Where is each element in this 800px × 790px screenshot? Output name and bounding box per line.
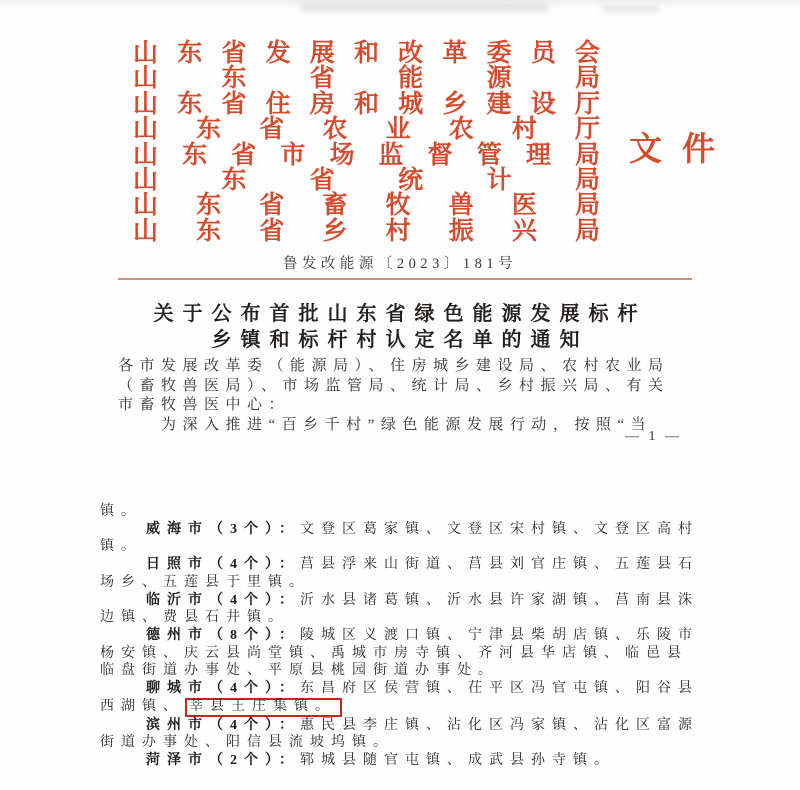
- highlighted-township: 莘县王庄集镇。: [185, 698, 342, 717]
- list-line: 日照市（4个）：莒县浮来山街道、莒县刘官庄镇、五莲县石: [146, 557, 699, 573]
- list-line: 菏泽市（2个）：郓城县随官屯镇、成武县孙寺镇。: [146, 753, 615, 769]
- document-body: [118, 357, 704, 435]
- list-line: 场乡、五莲县于里镇。: [100, 574, 310, 590]
- red-divider: [118, 278, 692, 280]
- list-line: 临盘街道办事处、平原县桃园街道办事处。: [100, 663, 499, 679]
- doc-type-label: 文件: [629, 132, 735, 168]
- issuing-agencies: [133, 41, 600, 244]
- list-line: 边镇、费县石井镇。: [100, 610, 289, 626]
- city-name: 日照市（4个）：: [146, 557, 300, 573]
- list-line: 威海市（3个）：文登区葛家镇、文登区宋村镇、文登区高村: [146, 521, 699, 537]
- agency-line: 山 东 省 住 房 和 城 乡 建 设 厅: [133, 90, 600, 118]
- city-name: 德州市（8个）：: [146, 627, 300, 643]
- page-number: — 1 —: [625, 429, 682, 444]
- city-name: 聊城市（4个）：: [146, 681, 300, 697]
- list-line: 街道办事处、阳信县流坡坞镇。: [100, 735, 394, 751]
- intro-paragraph-line: 为深入推进“百乡千村”绿色能源发展行动，按照“当: [161, 416, 652, 433]
- list-line: 聊城市（4个）：东昌府区侯营镇、茌平区冯官屯镇、阳谷县: [146, 681, 699, 697]
- list-line: 滨州市（4个）：惠民县李庄镇、沾化区冯家镇、沾化区富源: [146, 717, 699, 733]
- list-line: 西湖镇、 莘县王庄集镇。: [100, 698, 700, 717]
- agency-line: 山 东 省 统 计 局: [133, 166, 600, 194]
- agency-line: 山 东 省 能 源 局: [133, 65, 600, 93]
- list-line: 临沂市（4个）：沂水县诸葛镇、沂水县许家湖镇、莒南县洙: [146, 592, 699, 608]
- list-line: 镇。: [100, 504, 142, 519]
- document-title-line2: 乡镇和标杆村认定名单的通知: [211, 329, 589, 351]
- list-line: 镇。: [100, 539, 142, 555]
- agency-line: 山 东 省 市 场 监 督 管 理 局: [133, 141, 600, 169]
- salutation-line: （畜牧兽医局）、市场监管局、统计局、乡村振兴局、有关: [118, 377, 670, 394]
- agency-line: 山 东 省 畜 牧 兽 医 局: [133, 192, 600, 220]
- city-name: 威海市（3个）：: [146, 521, 300, 537]
- doc-number: 鲁发改能源〔2023〕181号: [282, 256, 518, 272]
- city-name: 临沂市（4个）：: [146, 592, 300, 608]
- document-title-line1: 关于公布首批山东省绿色能源发展标杆: [153, 303, 647, 325]
- salutation-line: 市畜牧兽医中心：: [118, 397, 291, 413]
- scan-artifact: [300, 4, 550, 12]
- township-list: [100, 503, 700, 770]
- scan-artifact: [600, 6, 660, 12]
- city-name: 菏泽市（2个）：: [146, 753, 300, 769]
- agency-line: 山 东 省 农 业 农 村 厅: [133, 116, 600, 144]
- document-title: [0, 301, 800, 353]
- list-line: 杨安镇、庆云县尚堂镇、禹城市房寺镇、齐河县华店镇、临邑县: [100, 645, 688, 661]
- salutation-line: 各市发展改革委（能源局）、住房城乡建设局、农村农业局: [118, 358, 670, 374]
- list-line: 德州市（8个）：陵城区义渡口镇、宁津县柴胡店镇、乐陵市: [146, 627, 699, 643]
- agency-line: 山 东 省 乡 村 振 兴 局: [133, 217, 600, 245]
- agency-line: 山 东 省 发 展 和 改 革 委 员 会: [133, 40, 600, 67]
- city-name: 滨州市（4个）：: [146, 717, 300, 733]
